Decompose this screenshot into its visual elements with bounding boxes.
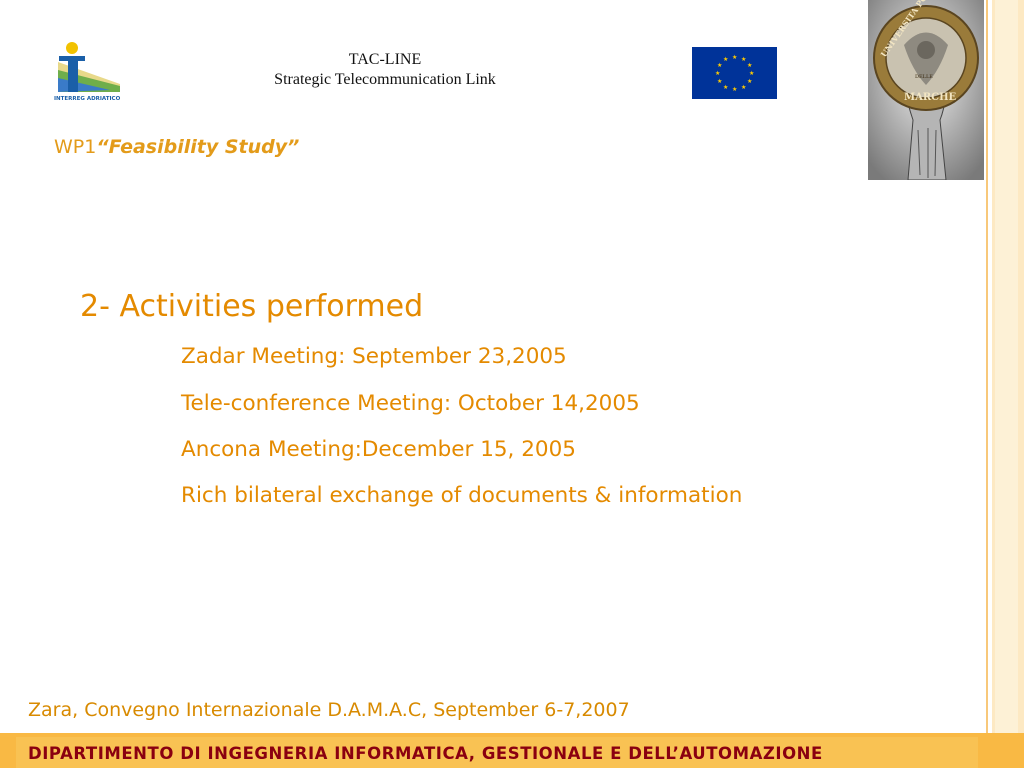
project-title xyxy=(210,50,560,90)
university-name-bottom: MARCHE xyxy=(904,92,957,103)
svg-text:★: ★ xyxy=(717,78,723,85)
department-name: DIPARTIMENTO DI INGEGNERIA INFORMATICA, GESTIONALE E DELL’AUTOMAZIONE xyxy=(28,744,823,763)
svg-text:★: ★ xyxy=(749,70,755,77)
interreg-logo-text: INTERREG ADRIATICO xyxy=(54,96,121,102)
university-name-top: UNIVERSITA xyxy=(878,5,921,59)
work-package-title: “Feasibility Study” xyxy=(96,136,300,158)
svg-text:★: ★ xyxy=(717,62,723,69)
svg-text:★: ★ xyxy=(741,56,747,63)
section-title: 2- Activities performed xyxy=(80,289,424,324)
svg-text:★: ★ xyxy=(747,78,753,85)
work-package-number: WP1 xyxy=(54,136,97,158)
side-band-inner xyxy=(995,0,1018,768)
university-emblem xyxy=(868,0,984,180)
svg-text:★: ★ xyxy=(723,84,729,91)
activity-item: Rich bilateral exchange of documents & information xyxy=(181,483,743,508)
interreg-logo xyxy=(50,40,126,104)
svg-text:★: ★ xyxy=(741,84,747,91)
project-subtitle: Strategic Telecommunication Link xyxy=(274,71,496,88)
svg-text:★: ★ xyxy=(723,56,729,63)
conference-caption: Zara, Convegno Internazionale D.A.M.A.C, September 6-7,2007 xyxy=(28,699,630,721)
activity-item: Zadar Meeting: September 23,2005 xyxy=(181,344,567,369)
university-name-middle: DELLE xyxy=(915,74,933,80)
eu-flag-logo xyxy=(692,47,777,99)
project-acronym: TAC-LINE xyxy=(348,51,422,68)
svg-text:★: ★ xyxy=(732,54,738,61)
side-divider-line xyxy=(986,0,988,768)
activity-item: Ancona Meeting:December 15, 2005 xyxy=(181,437,576,462)
work-package-label xyxy=(54,136,299,158)
svg-text:★: ★ xyxy=(732,86,738,93)
activity-item: Tele-conference Meeting: October 14,2005 xyxy=(181,391,640,416)
svg-text:★: ★ xyxy=(747,62,753,69)
svg-text:★: ★ xyxy=(715,70,721,77)
